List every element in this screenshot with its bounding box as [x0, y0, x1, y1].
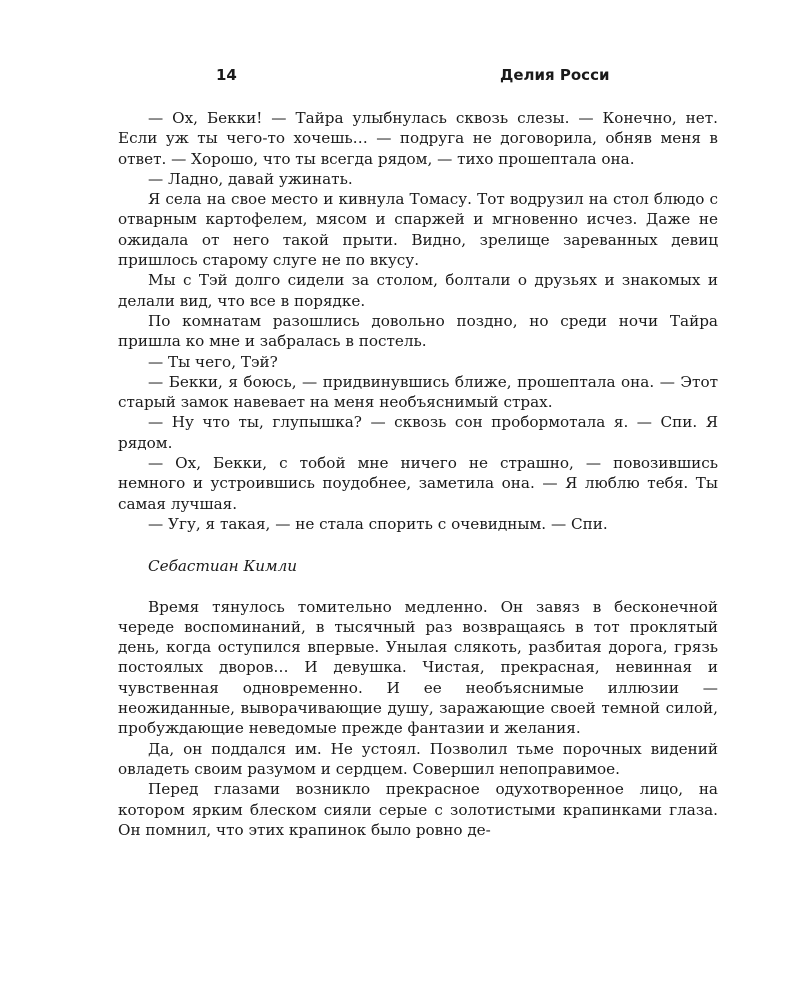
paragraph: — Ох, Бекки, с тобой мне ничего не страшно, — повозившись немного и устроившись поудобнее, заметила она. — Я люблю тебя. Ты самая лучшая. — [118, 454, 718, 513]
page-body — [118, 108, 718, 840]
paragraph: Да, он поддался им. Не устоял. Позволил тьме порочных видений овладеть своим разумом и сердцем. Совершил непоправимое. — [118, 739, 718, 778]
paragraph: Я села на свое место и кивнула Томасу. Тот водрузил на стол блюдо с отварным картофелем, мясом и спаржей и мгновенно исчез. Даже не ожидала от него такой прыти. Видно, зрелище зареванных девиц пришлось старому слуге не по вкусу. — [118, 190, 718, 270]
section-spacer — [118, 577, 718, 597]
section-spacer — [118, 534, 718, 556]
paragraph: — Ну что ты, глупышка? — сквозь сон пробормотала я. — Спи. Я рядом. — [118, 413, 718, 452]
paragraph: — Ладно, давай ужинать. — [148, 169, 353, 188]
paragraph: — Ох, Бекки! — Тайра улыбнулась сквозь слезы. — Конечно, нет. Если уж ты чего-то хочешь… — подруга не договорила, обняв меня в ответ. — Хорошо, что ты всегда рядом, — тихо прошептала она. — [118, 109, 718, 168]
page-number: 14 — [216, 66, 237, 84]
paragraph: — Угу, я такая, — не стала спорить с очевидным. — Спи. — [148, 514, 608, 533]
paragraph: Время тянулось томительно медленно. Он завяз в бесконечной череде воспоминаний, в тысячный раз возвращаясь в тот проклятый день, когда оступился впервые. Унылая слякоть, разбитая дорога, грязь постоялых дворов… И девушка. Чистая, прекрасная, невинная и чувственная одновременно. И ее необъяснимые иллюзии — неожиданные, выворачивающие душу, заражающие своей темной силой, пробуждающие неведомые прежде фантазии и желания. — [118, 597, 718, 738]
paragraph: По комнатам разошлись довольно поздно, но среди ночи Тайра пришла ко мне и забралась в постель. — [118, 311, 718, 351]
page-header — [118, 66, 718, 90]
running-head: Делия Росси — [500, 66, 610, 84]
section-subheading: Себастиан Кимли — [148, 557, 298, 576]
paragraph: Перед глазами возникло прекрасное одухотворенное лицо, на котором ярким блеском сияли серые с золотистыми крапинками глаза. Он помнил, что этих крапинок было ровно де- — [118, 780, 718, 839]
paragraph: Мы с Тэй долго сидели за столом, болтали о друзьях и знакомых и делали вид, что все в порядке. — [118, 271, 718, 310]
paragraph: — Ты чего, Тэй? — [148, 352, 278, 371]
paragraph: — Бекки, я боюсь, — придвинувшись ближе, прошептала она. — Этот старый замок навевает на меня необъяснимый страх. — [118, 372, 718, 412]
